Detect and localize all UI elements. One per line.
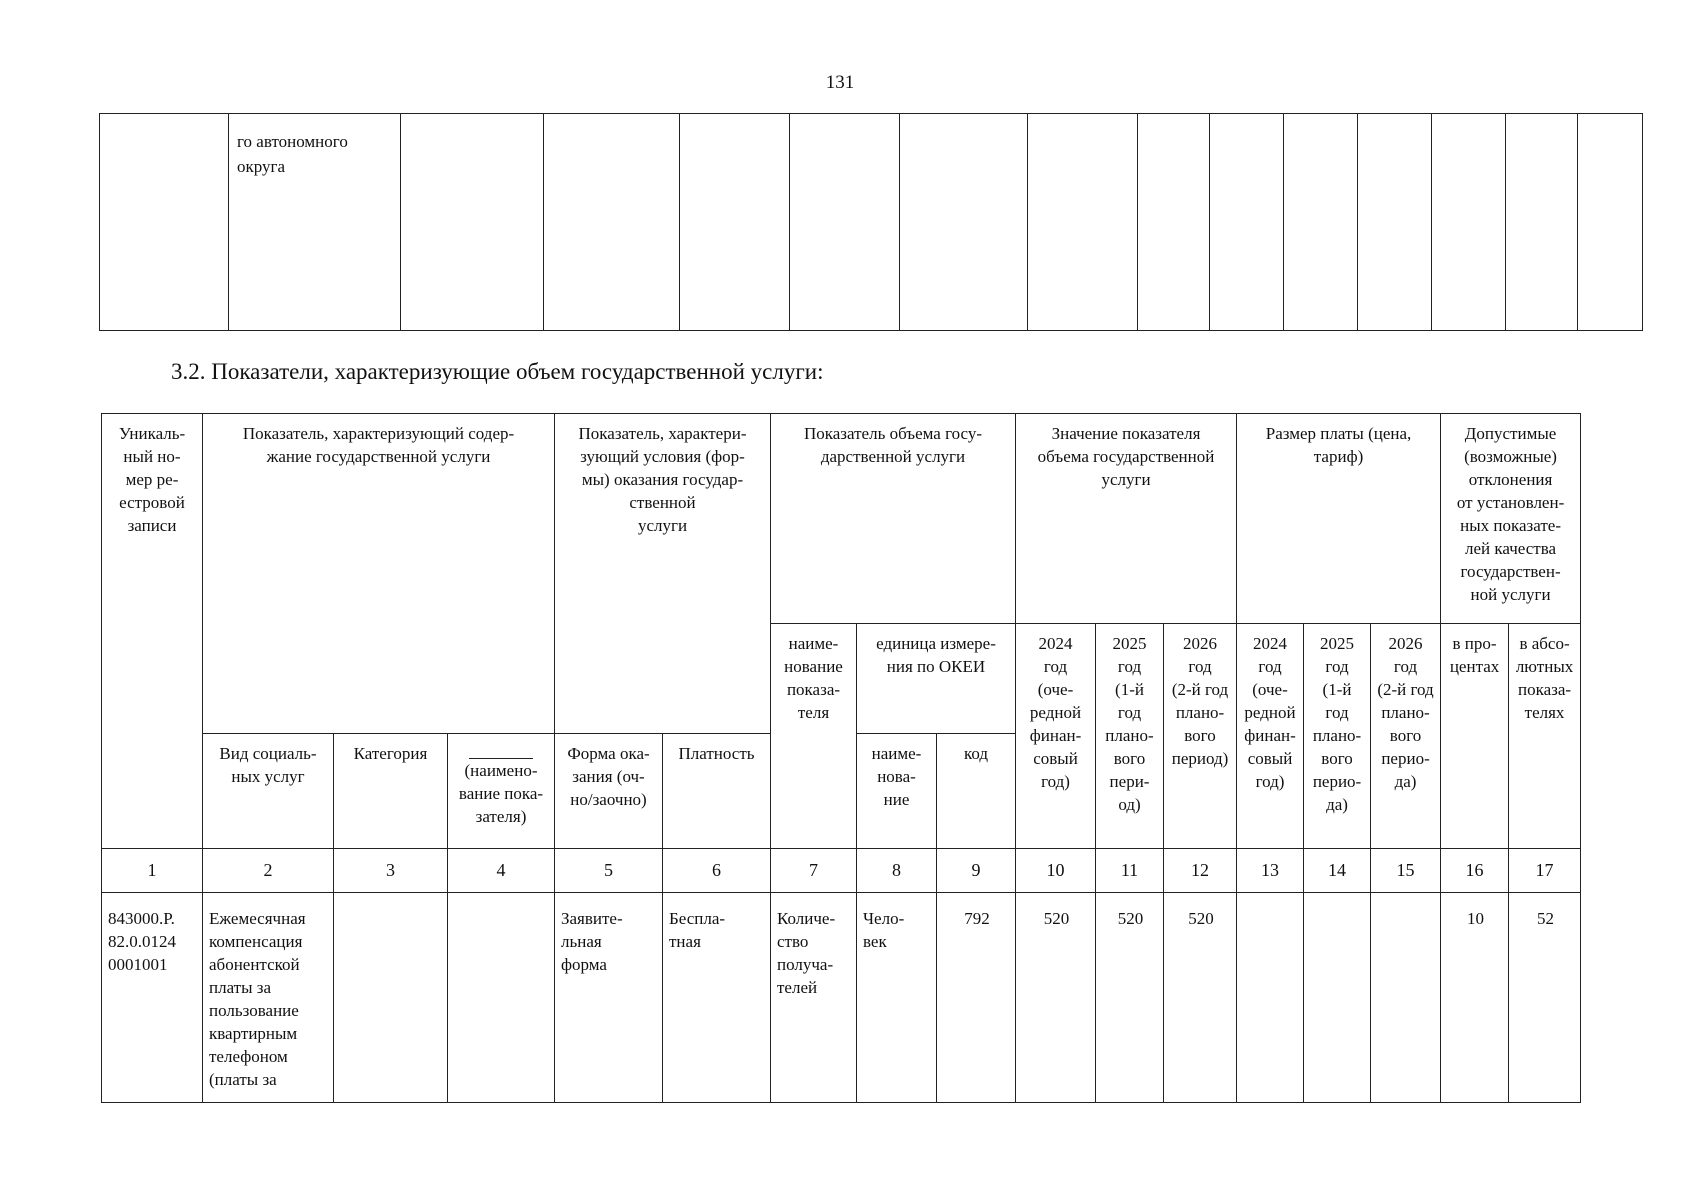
column-number: 2 [203,849,334,893]
continuation-cell [1578,114,1643,331]
header-fee-2024: 2024 год (оче- редной финан- совый год) [1237,624,1304,849]
header-fee-2025: 2025 год (1-й год плано- вого перио- да) [1304,624,1371,849]
page-number: 131 [825,72,855,93]
unit-code: 792 [937,893,1016,1103]
header-payment: Платность [663,734,771,849]
header-category: Категория [334,734,448,849]
header-fee-size: Размер платы (цена, тариф) [1237,414,1441,624]
column-number: 13 [1237,849,1304,893]
fee-2025 [1304,893,1371,1103]
header-value-2024: 2024 год (оче- редной финан- совый год) [1016,624,1096,849]
section-heading: 3.2. Показатели, характеризующие объем государственной услуги: [171,359,824,384]
header-deviations: Допустимые (возможные) отклонения от установлен- ных показате- лей качества государствен- ной услуги [1441,414,1581,624]
header-indicator-name-blank: (наимено- вание пока- зателя) [448,734,555,849]
header-indicator-name: наиме- нование показа- теля [771,624,857,849]
continuation-cell [1284,114,1358,331]
deviation-absolute: 52 [1509,893,1581,1103]
continuation-cell [1138,114,1210,331]
continuation-cell [401,114,544,331]
header-volume-indicator: Показатель объема госу- дарственной услуги [771,414,1016,624]
payment-type: Бесплa- тная [663,893,771,1103]
continuation-cell [680,114,790,331]
continuation-cell [544,114,680,331]
column-number: 3 [334,849,448,893]
blank-indicator-cell [448,893,555,1103]
table-row [102,893,1581,1103]
column-number: 14 [1304,849,1371,893]
continuation-cell [229,114,401,331]
service-form: Заявите- льная форма [555,893,663,1103]
continuation-cell [790,114,900,331]
continuation-cell [1506,114,1578,331]
value-2025: 520 [1096,893,1164,1103]
fee-2024 [1237,893,1304,1103]
column-number-row [102,849,1581,893]
column-number: 10 [1016,849,1096,893]
continuation-table [99,113,1643,331]
deviation-percent: 10 [1441,893,1509,1103]
header-content-indicator: Показатель, характеризующий содер- жание государственной услуги [203,414,555,734]
continuation-cell [1432,114,1506,331]
registry-number: 843000.Р. 82.0.0124 0001001 [102,893,203,1103]
column-number: 6 [663,849,771,893]
column-number: 12 [1164,849,1237,893]
column-number: 16 [1441,849,1509,893]
header-okei-name: наиме- нова- ние [857,734,937,849]
column-number: 7 [771,849,857,893]
unit-name: Чело- век [857,893,937,1103]
header-unique-number: Уникаль- ный но- мер ре- естровой записи [102,414,203,849]
column-number: 4 [448,849,555,893]
column-number: 8 [857,849,937,893]
column-number: 9 [937,849,1016,893]
continuation-cell [100,114,229,331]
value-2024: 520 [1016,893,1096,1103]
header-deviation-percent: в про- центах [1441,624,1509,849]
column-number: 11 [1096,849,1164,893]
header-deviation-absolute: в абсо- лютных показа- телях [1509,624,1581,849]
indicator-name: Количе- ство получа- телей [771,893,857,1103]
fee-2026 [1371,893,1441,1103]
header-social-service-type: Вид социаль- ных услуг [203,734,334,849]
header-value-2025: 2025 год (1-й год плано- вого пери- од) [1096,624,1164,849]
continuation-text: го автономного округа [237,132,348,176]
continuation-cell [900,114,1028,331]
volume-indicators-table [101,413,1581,1103]
column-number: 15 [1371,849,1441,893]
header-form: Форма ока- зания (оч- но/заочно) [555,734,663,849]
continuation-cell [1358,114,1432,331]
continuation-row [100,114,1643,331]
header-volume-value: Значение показателя объема государственной услуги [1016,414,1237,624]
continuation-cell [1210,114,1284,331]
header-okei-unit: единица измере- ния по ОКЕИ [857,624,1016,734]
header-conditions-indicator: Показатель, характери- зующий условия (фор- мы) оказания государ- ственной услуги [555,414,771,734]
header-value-2026: 2026 год (2-й год плано- вого период) [1164,624,1237,849]
column-number: 1 [102,849,203,893]
value-2026: 520 [1164,893,1237,1103]
column-number: 17 [1509,849,1581,893]
header-okei-code: код [937,734,1016,849]
blank-line [469,758,533,759]
header-row-1 [102,414,1581,624]
header-fee-2026: 2026 год (2-й год плано- вого перио- да) [1371,624,1441,849]
continuation-cell [1028,114,1138,331]
column-number: 5 [555,849,663,893]
category-cell [334,893,448,1103]
social-service-type: Ежемесячная компенсация абонентской платы за пользование квартирным телефоном (платы за [203,893,334,1103]
